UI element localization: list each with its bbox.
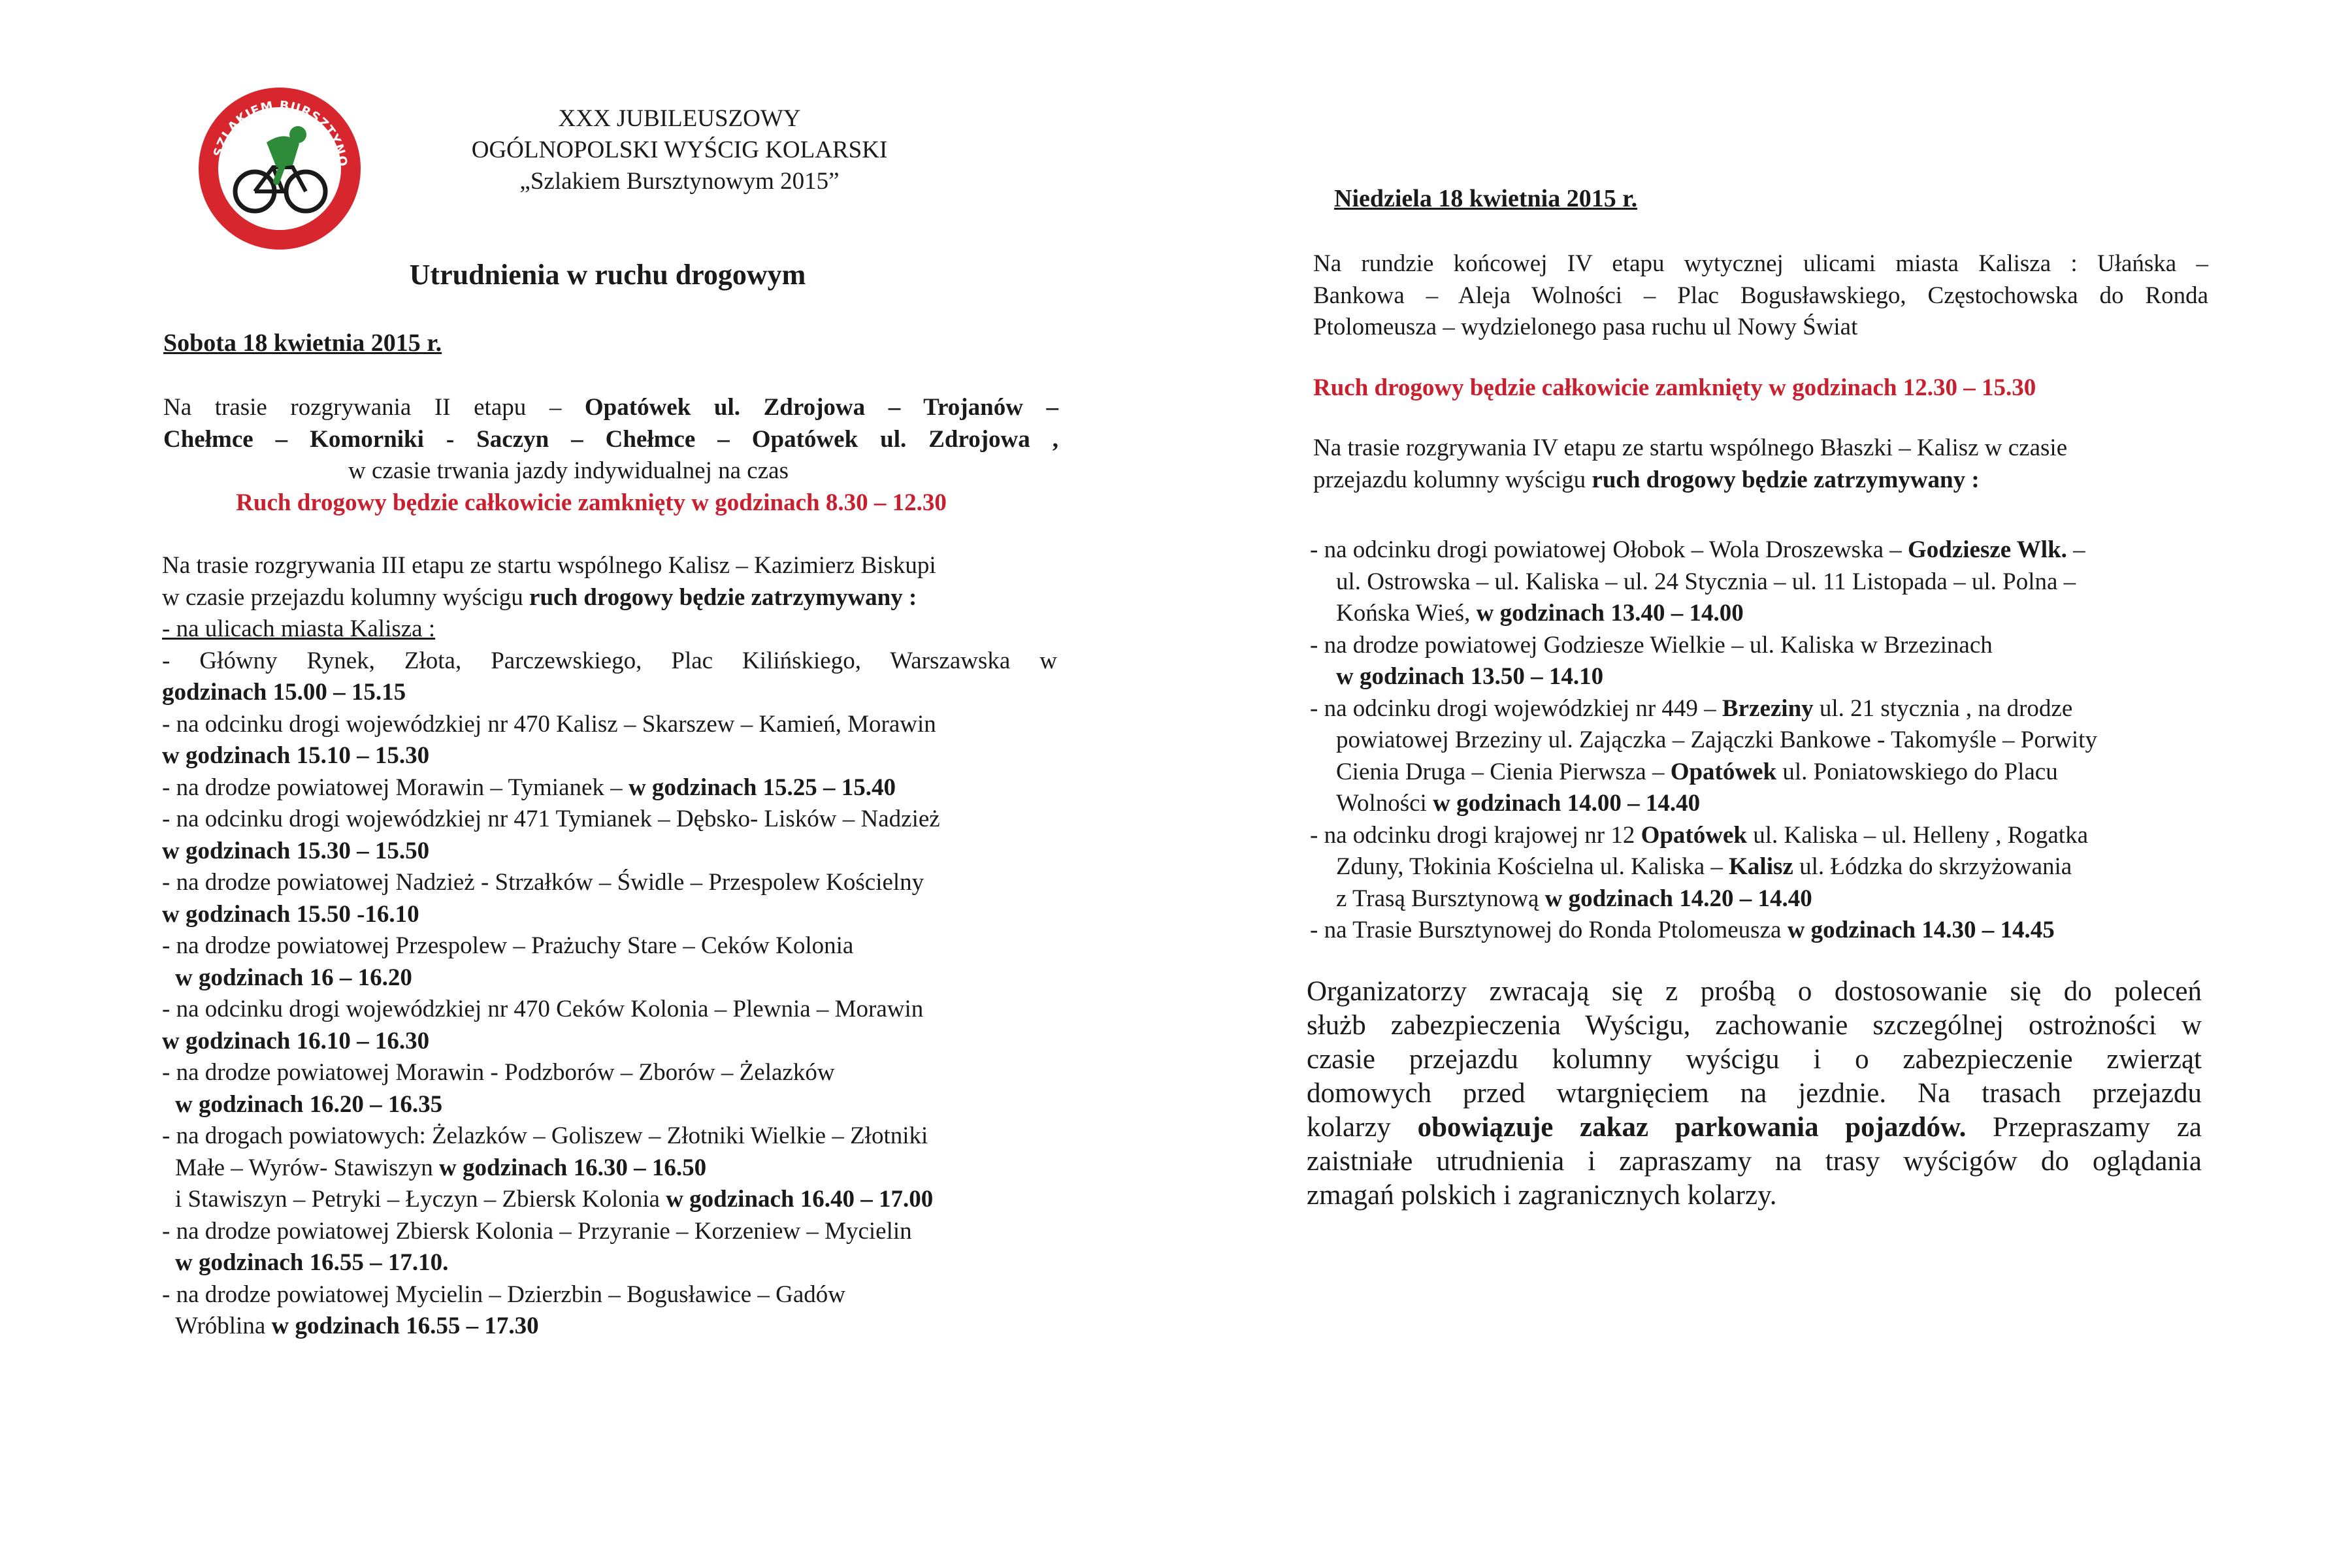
appeal-line1: Organizatorzy zwracają się z prośbą o dostosowanie się do poleceń <box>1307 976 2202 1007</box>
stage4-section <box>1310 534 2212 947</box>
stage3-item-9: - na drogach powiatowych: Żelazków – Goliszew – Złotniki Wielkie – Złotniki <box>162 1122 928 1149</box>
stage3-item-3-time: w godzinach 15.25 – 15.40 <box>628 774 896 801</box>
appeal-line5c: Przepraszamy za <box>1966 1112 2202 1143</box>
appeal-line7: zmagań polskich i zagranicznych kolarzy. <box>1307 1180 1777 1211</box>
stage3-item-9-line3: i Stawiszyn – Petryki – Łyczyn – Zbiersk Kolonia <box>175 1186 666 1213</box>
stage4-item3-line3c: ul. Poniatowskiego do Placu <box>1776 758 2058 785</box>
stage4-item4-c: ul. Kaliska – ul. Helleny , Rogatka <box>1746 821 2088 849</box>
stage3-item-2-time: w godzinach 15.10 – 15.30 <box>162 742 430 769</box>
round-section <box>1313 248 2208 496</box>
stage3-item-3: - na drodze powiatowej Morawin – Tymianek – <box>162 774 629 801</box>
stage4-item3-a: - na odcinku drogi wojewódzkiej nr 449 – <box>1310 694 1722 722</box>
header-line-3: „Szlakiem Bursztynowym 2015” <box>519 168 840 195</box>
stage4-item4-line2a: Zduny, Tłokinia Kościelna ul. Kaliska – <box>1336 853 1729 880</box>
header-line-1: XXX JUBILEUSZOWY <box>558 105 801 132</box>
stage4-item5-time: w godzinach 14.30 – 14.45 <box>1787 917 2055 943</box>
stage4-item4-line3a: z Trasą Bursztynową <box>1336 885 1545 912</box>
round-line2: Bankowa – Aleja Wolności – Plac Bogusławskiego, Częstochowska do Ronda <box>1313 282 2208 309</box>
stage3-item-10-time: w godzinach 16.55 – 17.10. <box>175 1249 449 1276</box>
stage3-item-10: - na drodze powiatowej Zbiersk Kolonia – Przyranie – Korzeniew – Mycielin <box>162 1217 912 1245</box>
event-header <box>392 103 967 197</box>
stage3-item-5-time: w godzinach 15.50 -16.10 <box>162 900 419 928</box>
appeal-line4: domowych przed wtargnięciem na jezdnie. Na trasach przejazdu <box>1307 1078 2202 1109</box>
stage4-item4-time: w godzinach 14.20 – 14.40 <box>1544 885 1812 912</box>
stage4-item1-c: – <box>2066 536 2085 563</box>
stage3-intro2b: ruch drogowy będzie zatrzymywany : <box>529 583 917 611</box>
stage3-item-4-time: w godzinach 15.30 – 15.50 <box>162 837 430 864</box>
stage2-section <box>163 392 1058 519</box>
stage4-intro2b: ruch drogowy będzie zatrzymywany : <box>1592 466 1980 493</box>
stage4-item1-line3a: Końska Wieś, <box>1336 600 1477 627</box>
stage3-item-9-time2: w godzinach 16.40 – 17.00 <box>666 1186 934 1213</box>
stage3-intro1: Na trasie rozgrywania III etapu ze startu wspólnego Kalisz – Kazimierz Biskupi <box>162 552 936 579</box>
logo-arc-text: SZLAKIEM BURSZTYNO <box>210 98 350 168</box>
stage2-line1a: Na trasie rozgrywania II etapu – <box>163 394 562 421</box>
stage3-intro2a: w czasie przejazdu kolumny wyścigu <box>162 583 530 611</box>
stage2-closed: Ruch drogowy będzie całkowicie zamknięty w godzinach 8.30 – 12.30 <box>236 489 947 516</box>
stage3-item-11-time: w godzinach 16.55 – 17.30 <box>271 1313 539 1339</box>
stage4-item1-line2: ul. Ostrowska – ul. Kaliska – ul. 24 Stycznia – ul. 11 Listopada – ul. Polna – <box>1336 568 2076 595</box>
organizer-appeal <box>1307 975 2202 1213</box>
stage4-item3-line3b: Opatówek <box>1670 758 1777 785</box>
stage4-item2-time: w godzinach 13.50 – 14.10 <box>1336 663 1604 690</box>
stage4-item3-b: Brzeziny <box>1722 694 1814 722</box>
stage3-item-8-time: w godzinach 16.20 – 16.35 <box>175 1090 443 1118</box>
stage2-line2: Chełmce – Komorniki - Saczyn – Chełmce – Opatówek ul. Zdrojowa , <box>163 425 1058 453</box>
sunday-date: Niedziela 18 kwietnia 2015 r. <box>1334 185 1638 212</box>
stage2-line1b: Opatówek ul. Zdrojowa – Trojanów – <box>584 394 1058 421</box>
stage3-section <box>162 550 1057 1343</box>
stage3-item-11: - na drodze powiatowej Mycielin – Dzierzbin – Bogusławice – Gadów <box>162 1281 845 1308</box>
stage3-item-4: - na odcinku drogi wojewódzkiej nr 471 Tymianek – Dębsko- Lisków – Nadzież <box>162 806 940 832</box>
stage2-line3: w czasie trwania jazdy indywidualnej na czas <box>348 457 789 484</box>
stage3-item-8: - na drodze powiatowej Morawin - Podzborów – Zborów – Żelazków <box>162 1059 835 1086</box>
round-closed: Ruch drogowy będzie całkowicie zamknięty w godzinach 12.30 – 15.30 <box>1313 374 2036 401</box>
stage3-item-1-time: godzinach 15.00 – 15.15 <box>162 679 406 706</box>
stage4-item1-time: w godzinach 13.40 – 14.00 <box>1476 600 1744 627</box>
race-logo <box>195 84 365 253</box>
stage3-item-7-time: w godzinach 16.10 – 16.30 <box>162 1027 430 1054</box>
appeal-line6: zaistniałe utrudnienia i zapraszamy na trasy wyścigów do oglądania <box>1307 1146 2202 1177</box>
page-title: Utrudnienia w ruchu drogowym <box>409 259 806 291</box>
stage3-item-11-line2: Wróblina <box>175 1313 272 1339</box>
appeal-line5a: kolarzy <box>1307 1112 1418 1143</box>
stage3-item-6: - na drodze powiatowej Przespolew – Prażuchy Stare – Ceków Kolonia <box>162 932 854 959</box>
stage4-item2: - na drodze powiatowej Godziesze Wielkie – ul. Kaliska w Brzezinach <box>1310 631 1993 659</box>
stage4-item3-time: w godzinach 14.00 – 14.40 <box>1433 790 1701 817</box>
appeal-line2: służb zabezpieczenia Wyścigu, zachowanie szczególnej ostrożności w <box>1307 1010 2202 1041</box>
saturday-date: Sobota 18 kwietnia 2015 r. <box>163 329 442 357</box>
stage4-item5-a: - na Trasie Bursztynowej do Ronda Ptolomeusza <box>1310 917 1788 943</box>
stage4-item3-c: ul. 21 stycznia , na drodze <box>1813 694 2073 722</box>
stage3-item-1: - Główny Rynek, Złota, Parczewskiego, Plac Kilińskiego, Warszawska w <box>162 647 1057 674</box>
stage3-item-9-line2: Małe – Wyrów- Stawiszyn <box>175 1154 440 1181</box>
appeal-line3: czasie przejazdu kolumny wyścigu i o zabezpieczenie zwierząt <box>1307 1044 2202 1075</box>
stage4-item4-line2c: ul. Łódzka do skrzyżowania <box>1793 853 2072 880</box>
stage4-item4-b: Opatówek <box>1641 821 1747 849</box>
stage4-intro1: Na trasie rozgrywania IV etapu ze startu wspólnego Błaszki – Kalisz w czasie <box>1313 434 2068 461</box>
stage4-intro2a: przejazdu kolumny wyścigu <box>1313 466 1592 493</box>
stage4-item3-line2: powiatowej Brzeziny ul. Zajączka – Zajączki Bankowe - Takomyśle – Porwity <box>1336 727 2097 753</box>
stage3-item-6-time: w godzinach 16 – 16.20 <box>175 964 412 991</box>
stage3-city-heading: - na ulicach miasta Kalisza : <box>162 615 436 642</box>
stage3-item-2: - na odcinku drogi wojewódzkiej nr 470 Kalisz – Skarszew – Kamień, Morawin <box>162 710 936 738</box>
stage4-item3-line3a: Cienia Druga – Cienia Pierwsza – <box>1336 758 1671 785</box>
appeal-line5b: obowiązuje zakaz parkowania pojazdów. <box>1417 1112 1967 1143</box>
stage4-item4-line2b: Kalisz <box>1729 853 1793 880</box>
stage3-item-5: - na drodze powiatowej Nadzież - Strzałków – Świdle – Przespolew Kościelny <box>162 869 924 896</box>
stage3-item-9-time: w godzinach 16.30 – 16.50 <box>439 1154 707 1181</box>
stage3-item-7: - na odcinku drogi wojewódzkiej nr 470 Ceków Kolonia – Plewnia – Morawin <box>162 996 924 1022</box>
round-line1: Na rundzie końcowej IV etapu wytycznej ulicami miasta Kalisza : Ułańska – <box>1313 250 2208 277</box>
cyclist-logo-icon <box>195 84 365 253</box>
header-line-2: OGÓLNOPOLSKI WYŚCIG KOLARSKI <box>471 137 888 163</box>
stage4-item1-b: Godziesze Wlk. <box>1908 536 2067 563</box>
stage4-item3-line4a: Wolności <box>1336 790 1433 817</box>
round-line3: Ptolomeusza – wydzielonego pasa ruchu ul Nowy Świat <box>1313 314 1858 340</box>
stage4-item1-a: - na odcinku drogi powiatowej Ołobok – Wola Droszewska – <box>1310 536 1908 563</box>
stage4-item4-a: - na odcinku drogi krajowej nr 12 <box>1310 821 1641 849</box>
